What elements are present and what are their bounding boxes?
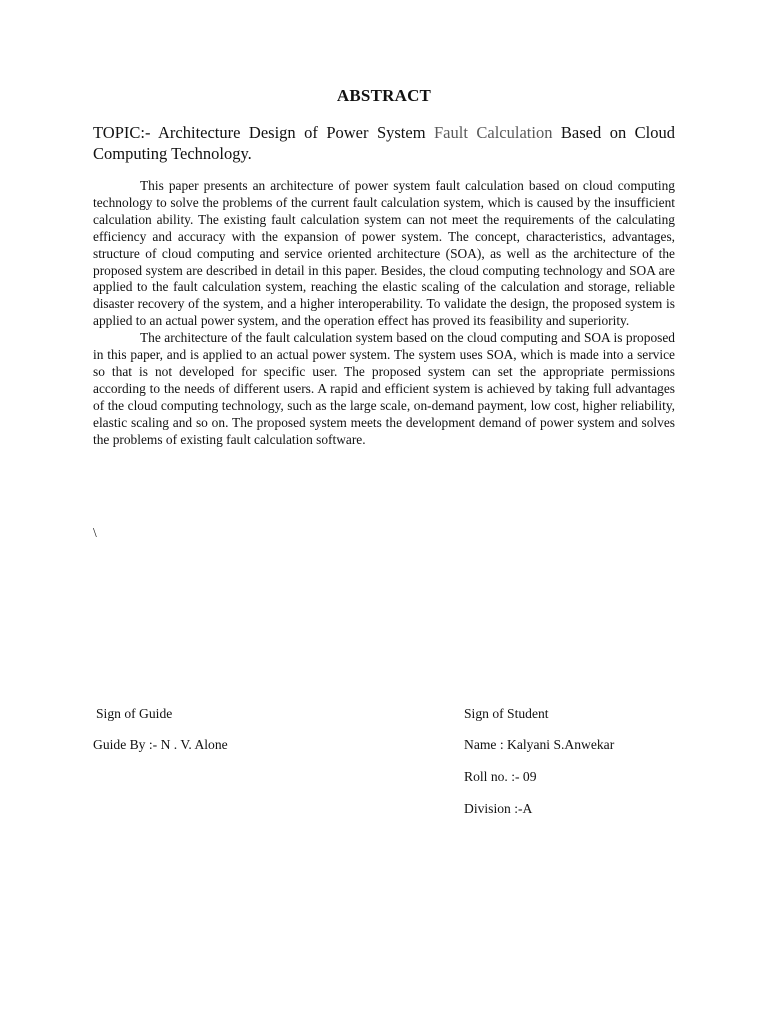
sign-of-guide: Sign of Guide xyxy=(96,706,173,721)
guide-by: Guide By :- N . V. Alone xyxy=(93,737,228,752)
abstract-paragraph-1: This paper presents an architecture of power system fault calculation based on cloud computing technology to solve the problems of the current fault calculation system, which is caused by the insufficient calculation ability. The existing fault calculation system can not meet the requirements of the calculating efficiency and accuracy with the expansion of power system. The concept, characteristics, advantages, structure of cloud computing and service oriented architecture (SOA), as well as the architecture of the proposed system are described in detail in this paper. Besides, the cloud computing technology and SOA are applied to the fault calculation system, reaching the elastic scaling of the calculation and storage, reliable disaster recovery of the system, and a higher interoperability. To validate the design, the proposed system is applied to an actual power system, and the operation effect has proved its feasibility and superiority. xyxy=(93,178,675,329)
abstract-heading: ABSTRACT xyxy=(336,86,432,105)
student-division: Division :-A xyxy=(464,801,533,816)
topic-suffix: Based on Cloud Computing Technology. xyxy=(93,123,675,163)
student-roll-no: Roll no. :- 09 xyxy=(464,769,537,784)
topic-line xyxy=(93,122,675,164)
topic-prefix: TOPIC:- Architecture Design of Power System xyxy=(93,123,434,142)
abstract-paragraph-2: The architecture of the fault calculation system based on the cloud computing and SOA is proposed in this paper, and is applied to an actual power system. The system uses SOA, which is made into a service so that is not developed for specific user. The proposed system can set the appropriate permissions according to the needs of different users. A rapid and efficient system is achieved by taking full advantages of the cloud computing technology, such as the large scale, on-demand payment, low cost, higher reliability, elastic scaling and so on. The proposed system meets the development demand of power system and solves the problems of existing fault calculation software. xyxy=(93,330,675,447)
sign-of-student: Sign of Student xyxy=(464,706,549,721)
student-name: Name : Kalyani S.Anwekar xyxy=(464,737,615,752)
abstract-body xyxy=(93,178,675,449)
stray-backslash: \ xyxy=(93,525,97,540)
topic-highlight: Fault Calculation xyxy=(434,123,553,142)
